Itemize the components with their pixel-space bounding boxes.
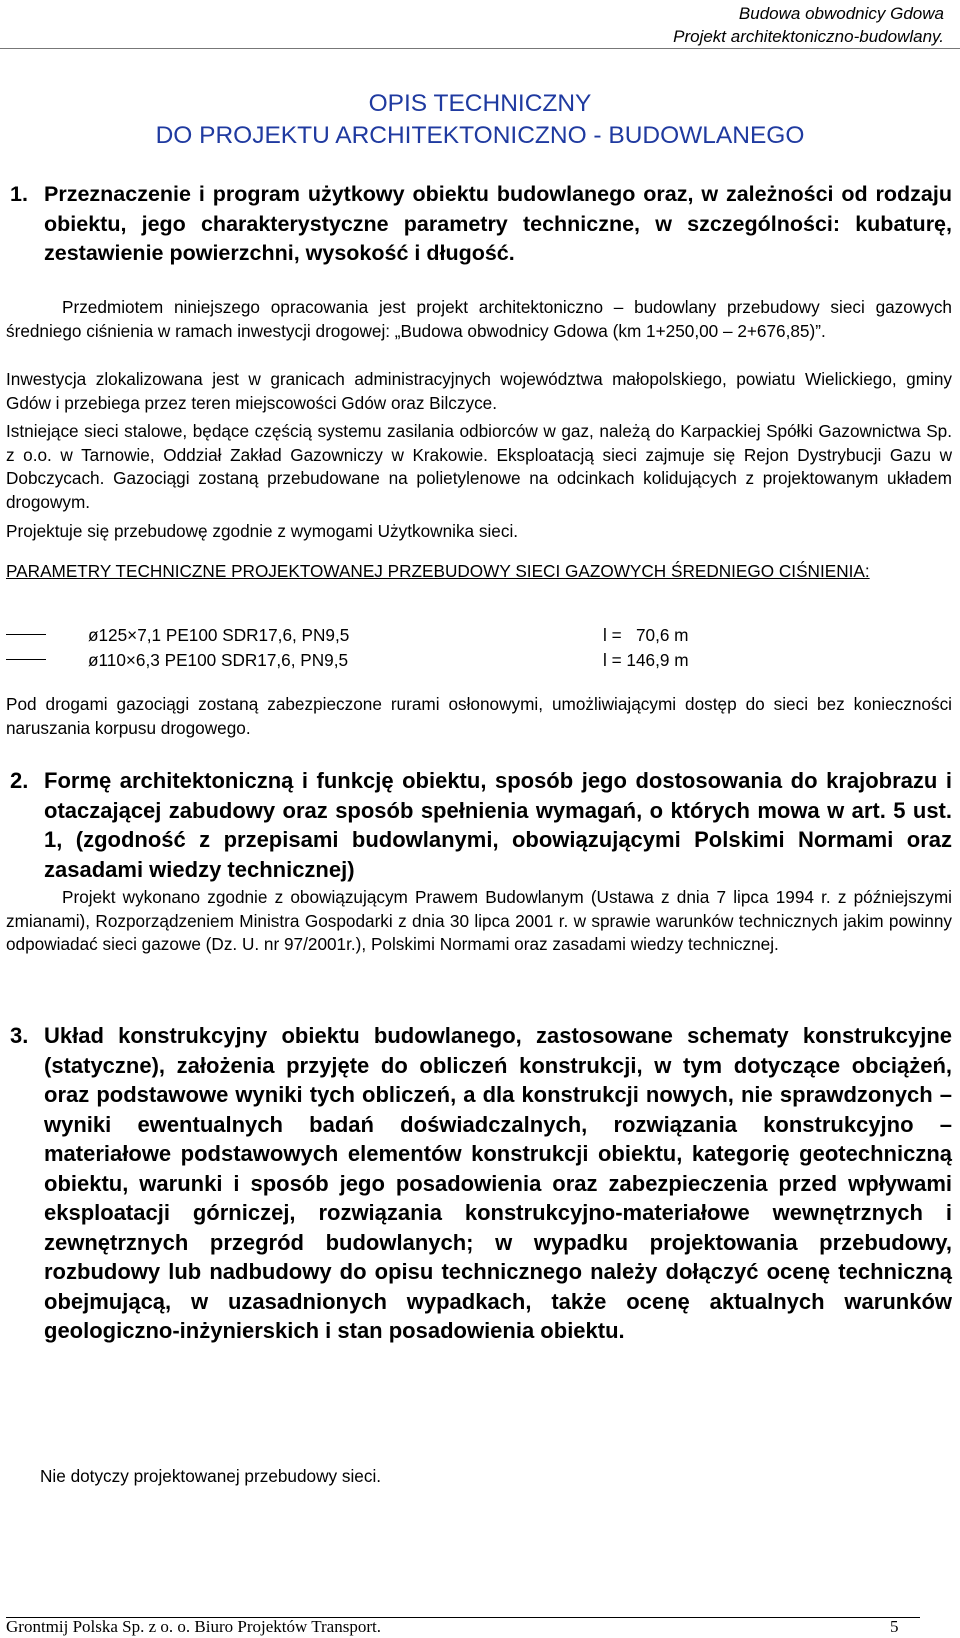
section-1-heading	[10, 180, 952, 269]
section-1-number: 1.	[10, 182, 28, 206]
document-title-line2: DO PROJEKTU ARCHITEKTONICZNO - BUDOWLANEGO	[155, 122, 805, 149]
pipe-length: l = 70,6 m	[603, 625, 689, 645]
parameter-row	[6, 648, 952, 672]
header-project-name: Budowa obwodnicy Gdowa	[738, 4, 944, 23]
running-header	[673, 2, 944, 48]
pipe-length: l = 146,9 m	[603, 650, 689, 670]
section-1-paragraph-3: Istniejące sieci stalowe, będące częścią systemu zasilania odbiorców w gaz, należą do Karpackiej Spółki Gazownictwa Sp. z o.o. w Tarnowie, Oddział Zakład Gazowniczy w Krakowie. Eksploatacją sieci zajmuje się Rejon Dystrybucji Gazu w Dobczycach. Gazociągi zostaną przebudowane na polietylenowe na odcinkach kolidujących z projektowanym układem drogowym.	[6, 421, 952, 512]
section-3-paragraph-1: Nie dotyczy projektowanej przebudowy sieci.	[40, 1466, 382, 1486]
section-1-paragraph-1: Przedmiotem niniejszego opracowania jest projekt architektoniczno – budowlany przebudowy sieci gazowych średniego ciśnienia w ramach inwestycji drogowej: „Budowa obwodnicy Gdowa (km 1+250,00 – 2+676,85)”.	[6, 297, 952, 341]
pipe-spec: ø110×6,3 PE100 SDR17,6, PN9,5	[88, 650, 349, 670]
section-2-heading	[10, 766, 952, 884]
parameters-heading: PARAMETRY TECHNICZNE PROJEKTOWANEJ PRZEBUDOWY SIECI GAZOWYCH ŚREDNIEGO CIŚNIENIA:	[6, 561, 870, 581]
section-2-heading-text: Formę architektoniczną i funkcję obiektu, sposób jego dostosowania do krajobrazu i otaczającej zabudowy oraz sposób spełnienia wymagań, o których mowa w art. 5 ust. 1, (zgodność z przepisami budowlanymi, obowiązującymi Polskimi Normami oraz zasadami wiedzy technicznej)	[44, 768, 952, 882]
footer-company: Grontmij Polska Sp. z o. o. Biuro Projektów Transport.	[6, 1617, 381, 1636]
section-1-paragraph-2: Inwestycja zlokalizowana jest w granicach administracyjnych województwa małopolskiego, powiatu Wielickiego, gminy Gdów i przebiega przez teren miejscowości Gdów oraz Bilczyce.	[6, 369, 952, 413]
pipe-spec: ø125×7,1 PE100 SDR17,6, PN9,5	[88, 625, 350, 645]
section-2-paragraph-1: Projekt wykonano zgodnie z obowiązującym Prawem Budowlanym (Ustawa z dnia 7 lipca 1994 r. z późniejszymi zmianami), Rozporządzeniem Ministra Gospodarki z dnia 30 lipca 2001 r. w sprawie warunków technicznych jakim powinny odpowiadać sieci gazowe (Dz. U. nr 97/2001r.), Polskimi Normami oraz zasadami wiedzy technicznej.	[6, 887, 952, 954]
parameter-row	[6, 623, 952, 647]
section-3-heading-text: Układ konstrukcyjny obiektu budowlanego, zastosowane schematy konstrukcyjne (statyczne), założenia przyjęte do obliczeń konstrukcji, w tym dotyczące obciążeń, oraz podstawowe wyniki tych obliczeń, a dla konstrukcji nowych, nie sprawdzonych – wyniki ewentualnych badań doświadczalnych, rozwiązania konstrukcyjno – materiałowe podstawowych elementów konstrukcji obiektu, kategorię geotechniczną obiektu, warunki i sposób jego posadowienia oraz zabezpieczenia przed wpływami eksploatacji górniczej, rozwiązania konstrukcyjno-materiałowe wewnętrznych i zewnętrznych przegród budowlanych; w wypadku projektowania przebudowy, rozbudowy lub nadbudowy do opisu technicznego należy dołączyć ocenę techniczną obejmującą, w uzasadnionych wypadkach, także ocenę aktualnych warunków geologiczno-inżynierskich i stan posadowienia obiektu.	[44, 1023, 952, 1343]
section-2-number: 2.	[10, 768, 29, 793]
document-title-line1: OPIS TECHNICZNY	[368, 90, 592, 117]
section-3-heading	[10, 1021, 952, 1346]
section-1-paragraph-5: Pod drogami gazociągi zostaną zabezpieczone rurami osłonowymi, umożliwiającymi dostęp do sieci bez konieczności naruszania korpusu drogowego.	[6, 694, 952, 738]
header-project-type: Projekt architektoniczno-budowlany.	[673, 27, 944, 46]
dash-bullet	[6, 659, 46, 660]
section-3-number: 3.	[10, 1023, 29, 1048]
dash-bullet	[6, 634, 46, 635]
section-1-paragraph-4: Projektuje się przebudowę zgodnie z wymogami Użytkownika sieci.	[6, 521, 519, 541]
document-title	[0, 88, 960, 152]
section-1-heading-text: Przeznaczenie i program użytkowy obiektu budowlanego oraz, w zależności od rodzaju obiektu, jego charakterystyczne parametry techniczne, w szczególności: kubaturę, zestawienie powierzchni, wysokość i długość.	[44, 182, 952, 265]
page-number: 5	[890, 1617, 899, 1636]
header-rule	[0, 48, 960, 49]
